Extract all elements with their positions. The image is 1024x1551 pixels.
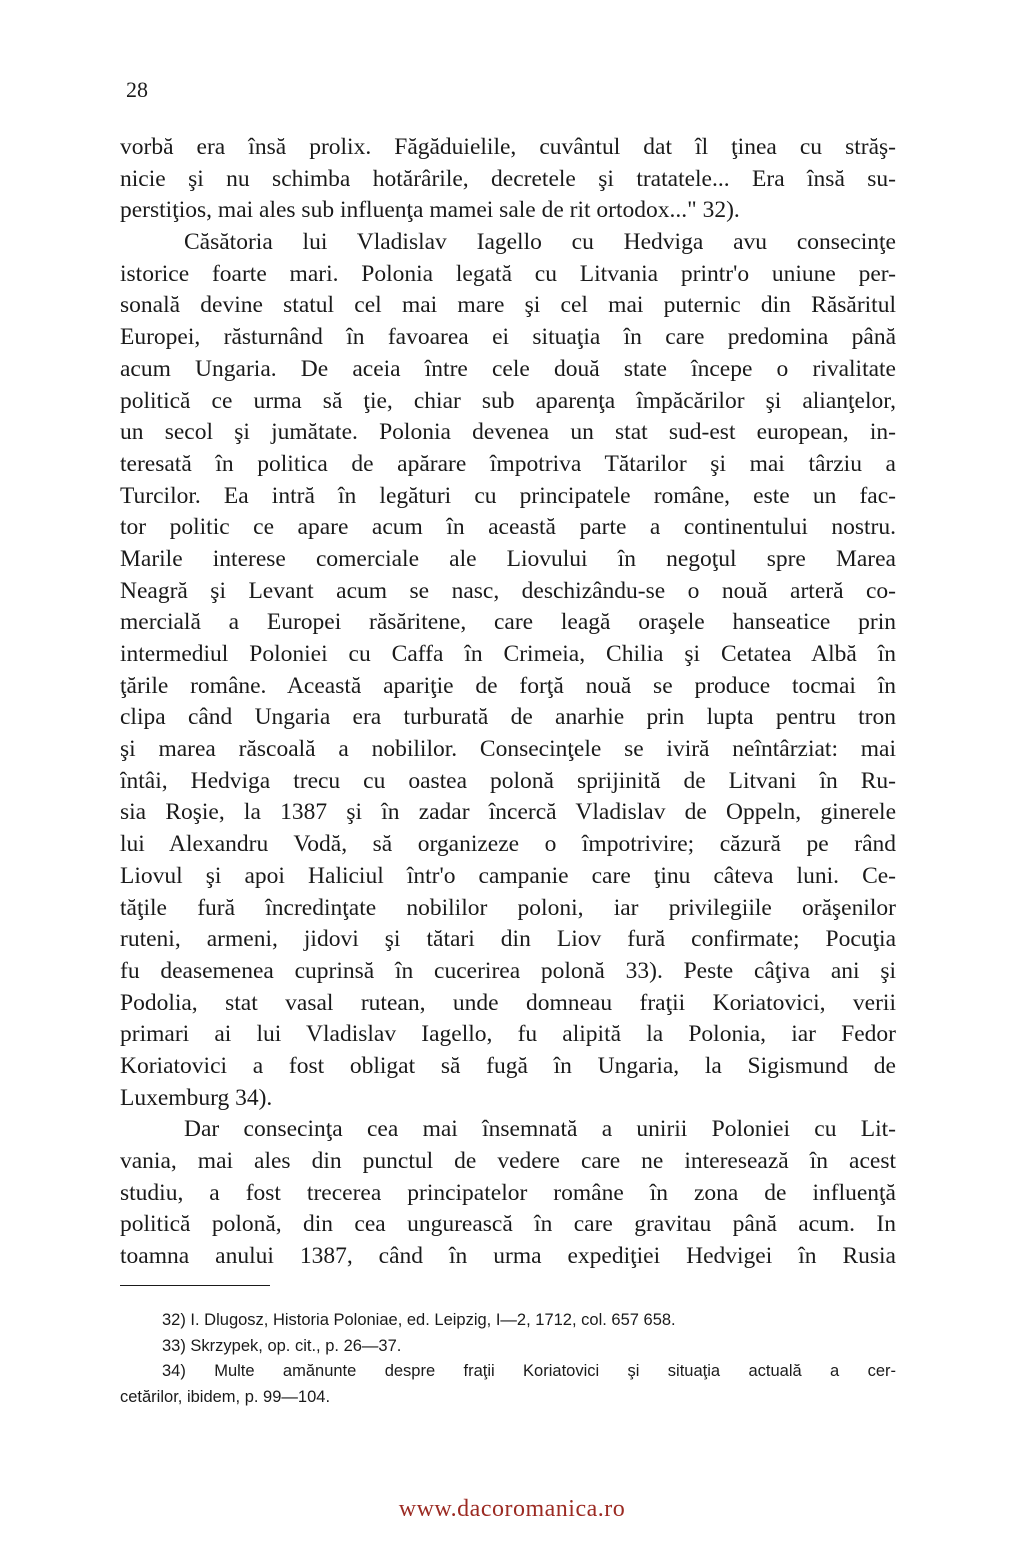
text-line: tor politic ce apare acum în această parte a continentului nostru. <box>120 514 896 541</box>
footnote-divider <box>120 1285 270 1286</box>
text-line: un secol şi jumătate. Polonia devenea un stat sud-est european, in- <box>120 419 896 446</box>
text-line: Liovul şi apoi Haliciul într'o campanie care ţinu câteva luni. Ce- <box>120 862 896 889</box>
footnote-line: 32) I. Dlugosz, Historia Poloniae, ed. Leipzig, I—2, 1712, col. 657 658. <box>162 1311 676 1329</box>
text-line: clipa când Ungaria era turburată de anarhie prin lupta pentru tron <box>120 704 896 731</box>
text-line: Marile interese comerciale ale Liovului în negoţul spre Marea <box>120 545 896 572</box>
text-line: intermediul Poloniei cu Caffa în Crimeia, Chilia şi Cetatea Albă în <box>120 641 896 667</box>
text-line: toamna anului 1387, când în urma expediţiei Hedvigei în Rusia <box>120 1243 896 1270</box>
text-line: vania, mai ales din punctul de vedere care ne interesează în acest <box>120 1148 896 1174</box>
footnote-line: cetărilor, ibidem, p. 99—104. <box>120 1388 331 1407</box>
footnote-line: 34) Multe amănunte despre fraţii Koriatovici şi situaţia actuală a cer- <box>162 1362 896 1381</box>
footnote-line: 33) Skrzypek, op. cit., p. 26—37. <box>162 1336 402 1355</box>
text-line: teresată în politica de apărare împotriva Tătarilor şi mai târziu a <box>120 450 896 477</box>
text-line: studiu, a fost trecerea principatelor române în zona de influenţă <box>120 1179 896 1206</box>
text-line: mercială a Europei răsăritene, care leagă oraşele hanseatice prin <box>120 609 896 636</box>
text-line: Căsătoria lui Vladislav Iagello cu Hedviga avu consecinţe <box>184 229 896 256</box>
text-line: vorbă era însă prolix. Făgăduielile, cuvântul dat îl ţinea cu străş- <box>120 134 896 160</box>
watermark-url: www.dacoromanica.ro <box>398 1496 626 1522</box>
text-line: tăţile fură încredinţate nobililor poloni, iar privilegiile orăşenilor <box>120 894 896 921</box>
text-line: Turcilor. Ea intră în legături cu principatele române, este un fac- <box>120 482 896 509</box>
footnotes <box>120 1308 896 1411</box>
text-line: acum Ungaria. De aceia între cele două state începe o rivalitate <box>120 355 896 382</box>
text-line: sia Roşie, la 1387 şi în zadar încercă Vladislav de Oppeln, ginerele <box>120 799 896 826</box>
text-line: întâi, Hedviga trecu cu oastea polonă sprijinită de Litvani în Ru- <box>120 767 896 794</box>
text-line: fu deasemenea cuprinsă în cucerirea polonă 33). Peste câţiva ani şi <box>120 957 896 984</box>
text-line: istorice foarte mari. Polonia legată cu Litvania printr'o uniune per- <box>120 260 896 287</box>
text-line: nicie şi nu schimba hotărârile, decretele şi tratatele... Era însă su- <box>120 165 896 192</box>
text-line: Neagră şi Levant acum se nasc, deschizându-se o nouă arteră co- <box>120 577 896 604</box>
text-line: Koriatovici a fost obligat să fugă în Ungaria, la Sigismund de <box>120 1052 896 1079</box>
text-line: Podolia, stat vasal rutean, unde domneau fraţii Koriatovici, verii <box>120 989 896 1016</box>
page-number: 28 <box>126 77 148 102</box>
text-line: sonală devine statul cel mai mare şi cel mai puternic din Răsăritul <box>120 292 896 319</box>
text-line: ţările române. Această apariţie de forţă nouă se produce tocmai în <box>120 672 896 699</box>
text-line: Dar consecinţa cea mai însemnată a unirii Poloniei cu Lit- <box>184 1116 896 1143</box>
text-line: ruteni, armeni, jidovi şi tătari din Liov fură confirmate; Pocuţia <box>120 926 896 953</box>
text-line: perstiţios, mai ales sub influenţa mamei sale de rit ortodox..." 32). <box>120 197 740 224</box>
main-text <box>120 132 896 1273</box>
text-line: politică ce urma să ţie, chiar sub aparenţa împăcărilor şi alianţelor, <box>120 387 896 414</box>
text-line: Luxemburg 34). <box>120 1084 273 1111</box>
text-line: şi marea răscoală a nobililor. Consecinţele se iviră neîntârziat: mai <box>120 736 896 763</box>
text-line: lui Alexandru Vodă, să organizeze o împotrivire; căzură pe rând <box>120 831 896 858</box>
text-line: politică polonă, din cea ungurească în care gravitau până acum. In <box>120 1211 896 1238</box>
text-line: primari ai lui Vladislav Iagello, fu alipită la Polonia, iar Fedor <box>120 1021 896 1048</box>
text-line: Europei, răsturnând în favoarea ei situaţia în care predomina până <box>120 324 896 351</box>
